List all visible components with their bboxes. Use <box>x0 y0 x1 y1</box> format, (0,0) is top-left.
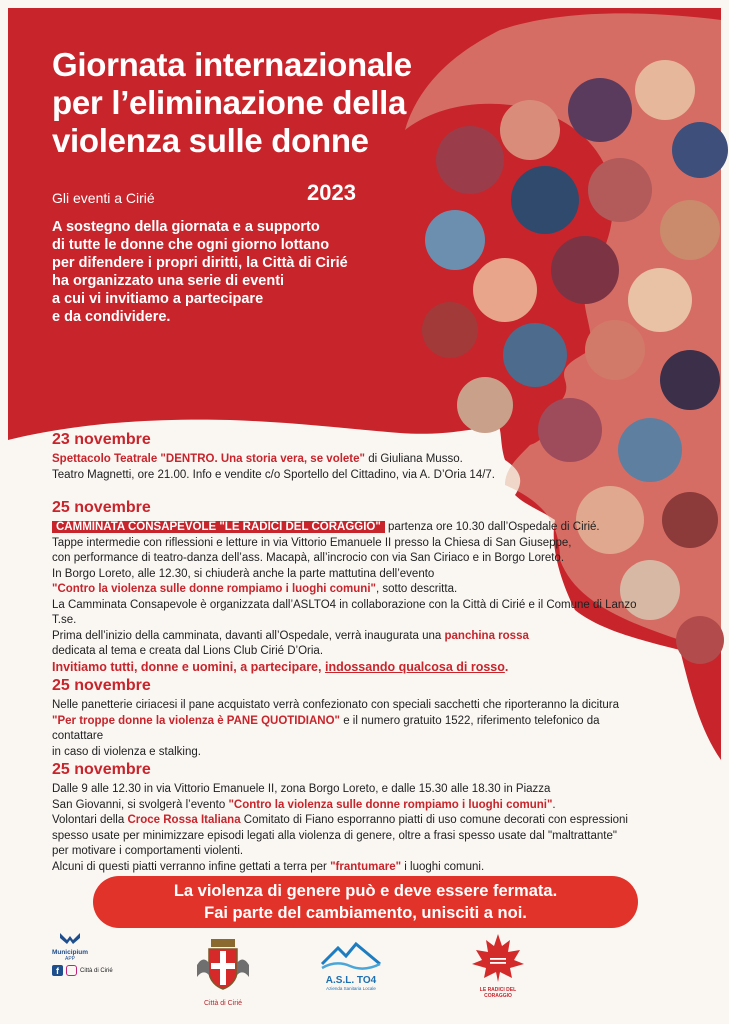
social-links[interactable] <box>52 965 113 976</box>
intro-line: ha organizzato una serie di eventi <box>52 273 285 289</box>
event-date: 25 novembre <box>52 761 151 778</box>
intro-line: per difendere i propri diritti, la Città di Cirié <box>52 255 348 271</box>
event-23-novembre <box>52 430 652 483</box>
event-line <box>52 629 652 645</box>
event-date: 23 novembre <box>52 431 151 448</box>
event-line: spesso usate per minimizzare episodi legati alla violenza di genere, oltre a frasi spesso usate dal "maltrattante" <box>52 829 617 842</box>
event-line: La Camminata Consapevole è organizzata dall’ASLTO4 in collaborazione con la Città di Cirié e il Comune di Lanzo T.se. <box>52 598 637 626</box>
event-text: partenza ore 10.30 dall’Ospedale di Cirié. <box>384 521 600 533</box>
banner-line: Fai parte del cambiamento, unisciti a noi. <box>204 904 527 922</box>
intro-line: a cui vi invitiamo a partecipare <box>52 291 264 307</box>
event-line: dedicata al tema e creata dal Lions Club Cirié D’Oria. <box>52 645 324 657</box>
banner-line: La violenza di genere può e deve essere fermata. <box>173 882 558 900</box>
title-line: Giornata internazionale <box>52 46 412 83</box>
event-text: i luoghi comuni. <box>401 860 485 873</box>
social-handle: Città di Cirié <box>80 967 113 974</box>
instagram-icon[interactable] <box>66 965 77 976</box>
event-highlight: "Per troppe donne la violenza è PANE QUOTIDIANO" <box>52 714 341 727</box>
event-date: 25 novembre <box>52 499 151 516</box>
crest-icon <box>193 935 253 995</box>
event-25-novembre-camminata <box>52 498 652 675</box>
event-line: In Borgo Loreto, alle 12.30, si chiuderà anche la parte mattutina dell’evento <box>52 567 435 580</box>
event-text: Comitato di Fiano esporranno piatti di uso comune decorati con espressioni <box>240 814 628 826</box>
asl-label: A.S.L. TO4 <box>325 975 377 986</box>
event-text: Volontari della <box>52 814 128 826</box>
invite-underlined: indossando qualcosa di rosso <box>324 659 505 674</box>
show-title: Spettacolo Teatrale "DENTRO. Una storia vera, se volete" <box>52 453 365 465</box>
event-highlight: "Contro la violenza sulle donne rompiamo i luoghi comuni" <box>52 583 376 595</box>
event-text: San Giovanni, si svolgerà l’evento <box>52 798 229 811</box>
year: 2023 <box>307 180 356 205</box>
intro-text <box>52 218 352 326</box>
event-line: con performance di teatro-danza dell’ass. Macapà, all’incrocio con via San Ciriaco e in Borgo Loreto. <box>52 552 565 564</box>
invite-line <box>52 660 652 676</box>
intro-line: A sostegno della giornata e a supporto <box>52 219 320 235</box>
croce-rossa: Croce Rossa Italiana <box>127 814 241 826</box>
title-line: violenza sulle donne <box>52 122 369 159</box>
city-crest-logo <box>190 935 256 1007</box>
event-line: Dalle 9 alle 12.30 in via Vittorio Emanuele II, zona Borgo Loreto, e dalle 15.30 alle 18.30 in Piazza <box>52 783 551 795</box>
event-line <box>52 714 652 745</box>
event-line <box>52 582 652 598</box>
footer-logos <box>0 930 729 1024</box>
city-logo-label: Città di Cirié <box>203 1000 243 1007</box>
event-date: 25 novembre <box>52 677 151 694</box>
event-line: in caso di violenza e stalking. <box>52 745 201 758</box>
invite-end: . <box>504 659 509 674</box>
title-line: per l’eliminazione della <box>52 84 407 121</box>
event-line: Teatro Magnetti, ore 21.00. Info e vendite c/o Sportello del Cittadino, via A. D’Oria 14/7. <box>52 468 496 481</box>
camminata-box: CAMMINATA CONSAPEVOLE "LE RADICI DEL CORAGGIO" <box>52 521 385 533</box>
event-25-novembre-piatti <box>52 760 652 875</box>
event-line <box>52 860 652 876</box>
municipium-logo <box>50 930 90 962</box>
event-line: Tappe intermedie con riflessioni e letture in via Vittorio Emanuele II presso la Chiesa di San Giuseppe, <box>52 536 572 549</box>
event-line <box>52 798 652 814</box>
maple-leaf-icon <box>470 932 526 982</box>
event-text: Prima dell’inizio della camminata, davanti all’Ospedale, verrà inaugurata una <box>52 629 445 642</box>
event-line <box>52 813 652 829</box>
event-text: Alcuni di questi piatti verranno infine gettati a terra per <box>52 860 331 873</box>
event-line <box>52 520 652 536</box>
event-text: e il numero gratuito 1522, riferimento telefonico da contattare <box>52 714 600 742</box>
radici-logo <box>468 932 528 999</box>
asl-logo <box>318 940 384 991</box>
municipium-label: Municipium <box>51 949 89 956</box>
event-text: , sotto descritta. <box>375 583 458 595</box>
show-author: di Giuliana Musso. <box>365 453 463 465</box>
subtitle: Gli eventi a Cirié <box>52 190 155 206</box>
facebook-icon[interactable]: f <box>52 965 63 976</box>
closing-banner <box>93 876 638 928</box>
asl-mountain-icon <box>320 940 382 970</box>
event-line <box>52 452 652 468</box>
event-line: Nelle panetterie ciriacesi il pane acquistato verrà confezionato con speciali sacchetti che riporteranno la dicitura <box>52 699 620 711</box>
invite-text: Invitiamo tutti, donne e uomini, a partecipare, <box>52 659 325 674</box>
intro-line: di tutte le donne che ogni giorno lottano <box>52 237 330 253</box>
asl-sublabel: Azienda Sanitaria Locale <box>326 986 376 991</box>
event-highlight: "frantumare" <box>330 860 402 873</box>
event-25-novembre-pane <box>52 676 652 760</box>
event-highlight: "Contro la violenza sulle donne rompiamo i luoghi comuni" <box>228 798 553 811</box>
intro-line: e da condividere. <box>52 309 171 325</box>
page-title <box>52 46 442 160</box>
event-line: per motivare i comportamenti violenti. <box>52 845 244 857</box>
municipium-icon <box>59 930 81 944</box>
radici-label: LE RADICI DEL CORAGGIO <box>479 987 517 999</box>
event-text: . <box>552 798 556 811</box>
municipium-app: APP <box>64 956 75 962</box>
panchina-rossa: panchina rossa <box>444 629 529 642</box>
